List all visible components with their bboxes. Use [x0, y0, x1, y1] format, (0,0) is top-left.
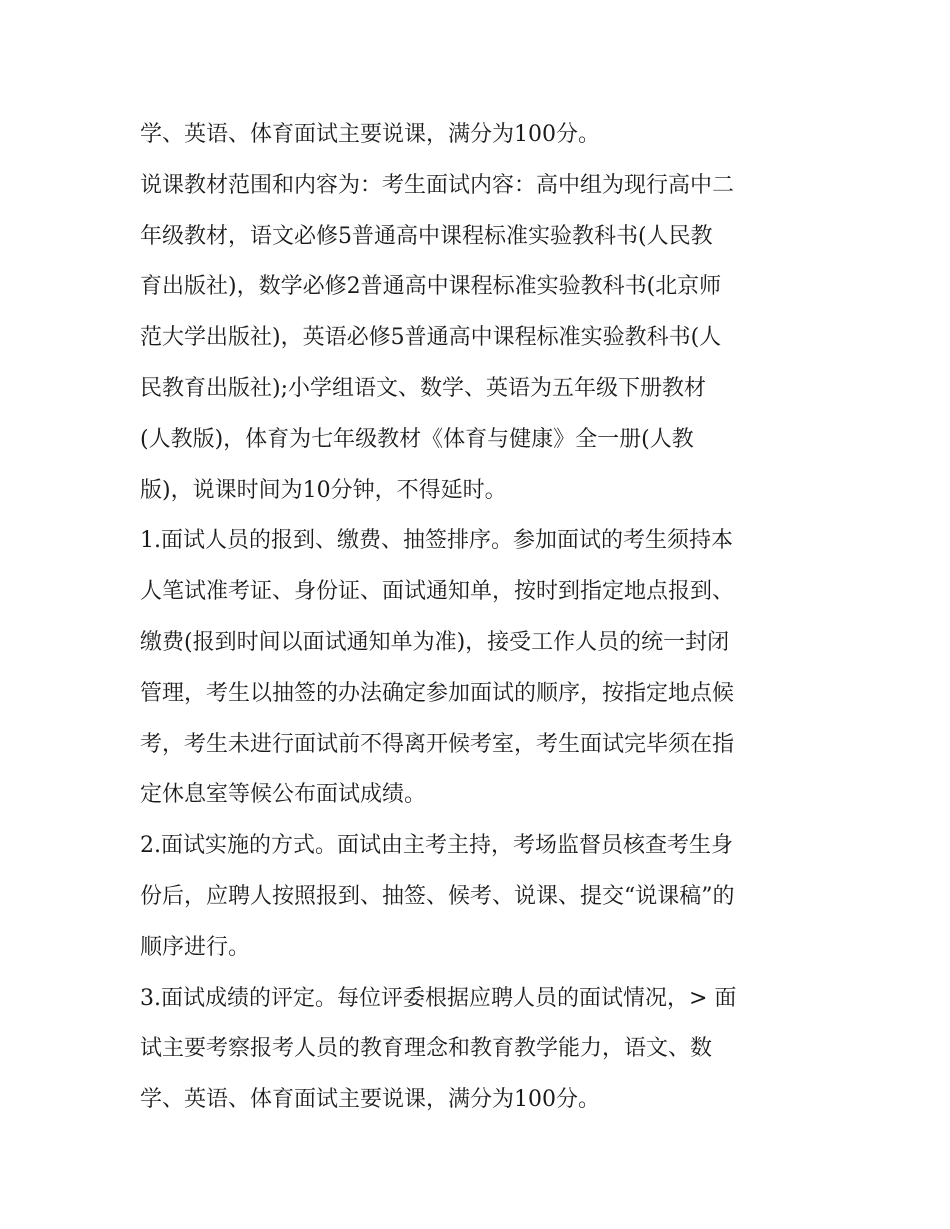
- text-line: 学、英语、体育面试主要说课，满分为100分。: [140, 122, 600, 147]
- text-line: 管理，考生以抽签的办法确定参加面试的顺序，按指定地点候: [140, 680, 735, 706]
- text-line: 2.面试实施的方式。面试由主考主持，考场监督员核查考生身: [140, 833, 733, 859]
- text-line: 考，考生未进行面试前不得离开候考室，考生面试完毕须在指: [140, 731, 735, 757]
- text-line: 份后，应聘人按照报到、抽签、候考、说课、提交“说课稿”的: [140, 883, 735, 909]
- text-line: 学、英语、体育面试主要说课，满分为100分。: [140, 1087, 600, 1113]
- text-line: 育出版社)，数学必修2普通高中课程标准实验教科书(北京师: [140, 274, 722, 300]
- text-line: 3.面试成绩的评定。每位评委根据应聘人员的面试情况，> 面: [140, 985, 737, 1011]
- text-line: 范大学出版社)，英语必修5普通高中课程标准实验教科书(人: [140, 325, 722, 351]
- text-line: 人笔试准考证、身份证、面试通知单，按时到指定地点报到、: [140, 579, 735, 605]
- text-line: 民教育出版社);小学组语文、数学、英语为五年级下册教材: [140, 375, 706, 401]
- text-line: 试主要考察报考人员的教育理念和教育教学能力，语文、数: [140, 1036, 713, 1062]
- text-line: 版)，说课时间为10分钟，不得延时。: [140, 477, 507, 503]
- document-body: [140, 110, 820, 1126]
- text-line: 缴费(报到时间以面试通知单为准)，接受工作人员的统一封闭: [140, 629, 730, 655]
- text-line: (人教版)，体育为七年级教材《体育与健康》全一册(人教: [140, 426, 694, 452]
- text-line: 1.面试人员的报到、缴费、抽签排序。参加面试的考生须持本: [140, 528, 733, 554]
- text-line: 顺序进行。: [140, 934, 251, 960]
- text-line: 说课教材范围和内容为：考生面试内容：高中组为现行高中二: [140, 172, 735, 198]
- text-line: 年级教材，语文必修5普通高中课程标准实验教科书(人民教: [140, 223, 713, 249]
- text-line: 定休息室等候公布面试成绩。: [140, 782, 427, 808]
